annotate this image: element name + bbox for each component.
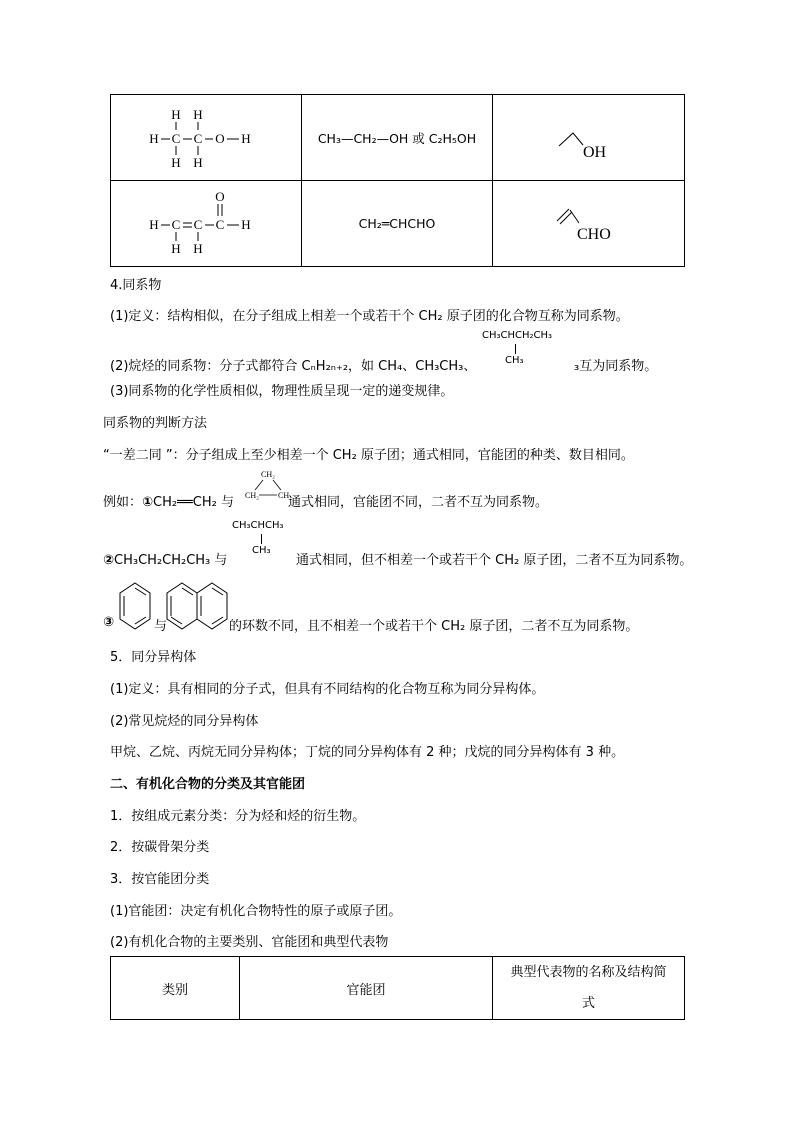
ethanol-skeletal-formula — [549, 111, 629, 161]
example-3-number: ③ — [103, 615, 115, 630]
svg-text:H: H — [193, 106, 203, 122]
header-representative-line-2: 式 — [581, 996, 595, 1011]
example-prefix: 例如： — [103, 495, 143, 510]
svg-text:H: H — [241, 216, 251, 232]
acrolein-structural-formula — [146, 187, 266, 257]
svg-text:H: H — [171, 240, 181, 256]
classification-table — [110, 956, 685, 1020]
example-2-right: 通式相同，但不相差一个或若干个 CH₂ 原子团，二者不互为同系物。 — [296, 553, 693, 568]
ethanol-structural-formula — [146, 101, 266, 171]
acrolein-structural-formula-cell — [111, 181, 302, 267]
benzene-ring-icon — [117, 580, 153, 632]
svg-text:H: H — [193, 240, 203, 256]
ethanol-condensed-formula: CH₃—CH₂—OH 或 C₂H₅OH — [302, 95, 493, 181]
svg-text:H: H — [149, 130, 159, 146]
section-5-heading: 5．同分异构体 — [110, 650, 197, 665]
section-2-heading: 二、有机化合物的分类及其官能团 — [110, 777, 306, 792]
section-4-heading: 4.同系物 — [110, 278, 162, 293]
judge-method-title: 同系物的判断方法 — [103, 416, 208, 431]
example-2-number: ② — [103, 553, 115, 568]
s5-common-alkanes: (2)常见烷烃的同分异构体 — [110, 714, 259, 729]
acrolein-condensed-formula: CH₂═CHCHO — [302, 181, 493, 267]
sec2-line-4: (1)官能团：决定有机化合物特性的原子或原子团。 — [110, 904, 402, 919]
svg-text:C: C — [171, 216, 181, 232]
cyclopropane-structure — [244, 468, 292, 502]
svg-text:H: H — [193, 154, 203, 170]
acrolein-skeletal-formula-cell — [493, 181, 685, 267]
sec2-line-2: 2．按碳骨架分类 — [110, 840, 210, 855]
sec2-line-1: 1．按组成元素分类：分为烃和烃的衍生物。 — [110, 809, 366, 824]
example-1 — [103, 491, 234, 510]
svg-text:H: H — [171, 154, 181, 170]
example-3-right: 的环数不同，且不相差一个或若干个 CH₂ 原子团，二者不互为同系物。 — [229, 619, 639, 634]
s4-properties: (3)同系物的化学性质相似，物理性质呈现一定的递变规律。 — [110, 384, 454, 399]
example-1-right: 通式相同，官能团不同，二者不互为同系物。 — [288, 495, 549, 510]
s4-alkane-homologs: (2)烷烃的同系物：分子式都符合 CₙH₂ₙ₊₂，如 CH₄、CH₃CH₃、 — [110, 359, 477, 374]
s4-formula-top: CH₃CHCH₂CH₃ — [482, 330, 553, 341]
svg-text:C: C — [193, 130, 203, 146]
s4-definition: (1)定义：结构相似，在分子组成上相差一个或若干个 CH₂ 原子团的化合物互称为同系物。 — [110, 309, 629, 324]
svg-text:O: O — [215, 130, 225, 146]
s4-formula-branch — [515, 344, 516, 354]
svg-text:CH₂: CH₂ — [261, 470, 275, 479]
example-2-left: CH₃CH₂CH₂CH₃ 与 — [114, 553, 228, 568]
header-representative — [493, 957, 685, 1020]
svg-text:H: H — [171, 106, 181, 122]
svg-text:C: C — [193, 216, 203, 232]
header-functional-group: 官能团 — [240, 957, 493, 1020]
s4-formula-bottom: CH₃ — [505, 355, 524, 366]
svg-text:CH₂: CH₂ — [245, 491, 259, 500]
example-2 — [103, 549, 227, 568]
example-2-formula-bottom: CH₃ — [252, 545, 271, 556]
sec2-line-3: 3．按官能团分类 — [110, 872, 210, 887]
s4-alkane-homologs-end: ₃互为同系物。 — [574, 359, 658, 374]
svg-text:O: O — [215, 188, 225, 204]
svg-text:C: C — [215, 216, 225, 232]
naphthalene-ring-icon — [165, 580, 229, 632]
header-representative-line-1: 典型代表物的名称及结构简 — [510, 965, 667, 980]
header-category: 类别 — [111, 957, 240, 1020]
example-1-number: ① — [142, 495, 154, 510]
example-2-formula-branch — [261, 534, 262, 544]
svg-text:C: C — [171, 130, 181, 146]
sec2-line-5: (2)有机化合物的主要类别、官能团和典型代表物 — [110, 935, 389, 950]
svg-text:OH: OH — [582, 143, 606, 161]
judge-method-desc: “一差二同 ”：分子组成上至少相差一个 CH₂ 原子团；通式相同，官能团的种类、数目相同。 — [103, 448, 634, 463]
ethanol-skeletal-formula-cell — [493, 95, 685, 181]
example-1-left: CH₂══CH₂ 与 — [153, 495, 234, 510]
svg-text:CHO: CHO — [576, 225, 611, 243]
ethanol-structural-formula-cell — [111, 95, 302, 181]
structure-table — [110, 94, 685, 267]
example-2-formula-top: CH₃CHCH₃ — [232, 520, 284, 531]
svg-text:CH₂: CH₂ — [278, 491, 292, 500]
s5-definition: (1)定义：具有相同的分子式，但具有不同结构的化合物互称为同分异构体。 — [110, 682, 545, 697]
svg-text:H: H — [149, 216, 159, 232]
example-3-mid: 与 — [154, 619, 168, 634]
s5-isomer-counts: 甲烷、乙烷、丙烷无同分异构体；丁烷的同分异构体有 2 种；戊烷的同分异构体有 3 种。 — [110, 745, 625, 760]
acrolein-skeletal-formula — [549, 197, 629, 247]
svg-text:H: H — [241, 130, 251, 146]
